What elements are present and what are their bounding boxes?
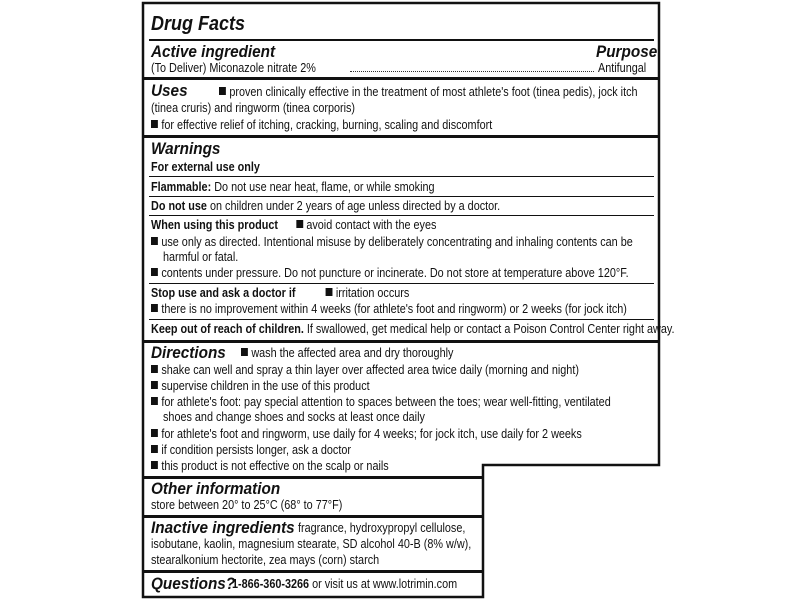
directions-item-5-text: for athlete's foot and ringworm, use daily for 4 weeks; for jock itch, use daily for 2 weeks — [161, 427, 582, 441]
when-using-item-1: avoid contact with the eyes — [306, 218, 437, 232]
bullet-icon — [151, 304, 158, 312]
bullet-icon — [151, 461, 158, 469]
bullet-icon — [151, 120, 158, 128]
divider — [149, 283, 654, 284]
divider — [149, 215, 654, 216]
purpose-text: Antifungal — [598, 61, 647, 75]
uses-item-1-text: proven clinically effective in the treatment of most athlete's foot (tinea pedis), jock itch — [229, 85, 638, 99]
stop-use-line — [151, 286, 409, 300]
when-using-item-3 — [151, 266, 629, 280]
uses-item-2-text: for effective relief of itching, cracking, burning, scaling and discomfort — [161, 118, 493, 132]
inactive-ingredients-line-1: fragrance, hydroxypropyl cellulose, — [298, 521, 466, 535]
drug-facts-title: Drug Facts — [151, 13, 246, 35]
directions-item-4-text: for athlete's foot: pay special attention to spaces between the toes; wear well-fitting, ventilated — [161, 395, 611, 409]
inactive-ingredients-line-3: stearalkonium hectorite, zea mays (corn) starch — [151, 553, 380, 567]
bullet-icon — [241, 348, 248, 356]
stop-use-item-2 — [151, 302, 627, 316]
bullet-icon — [151, 237, 158, 245]
questions-line — [232, 577, 457, 591]
bullet-icon — [151, 365, 158, 373]
bullet-icon — [326, 288, 333, 296]
uses-item-2 — [151, 118, 492, 132]
directions-item-1-text: wash the affected area and dry thoroughly — [251, 346, 454, 360]
section-rule — [143, 135, 659, 138]
inactive-ingredients-line-2: isobutane, kaolin, magnesium stearate, SD alcohol 40-B (8% w/w), — [151, 537, 472, 551]
directions-item-6 — [151, 443, 351, 457]
divider — [149, 196, 654, 197]
bullet-icon — [151, 268, 158, 276]
bullet-icon — [219, 87, 226, 95]
directions-item-2 — [151, 363, 579, 377]
flammable-text: Do not use near heat, flame, or while smoking — [214, 180, 435, 194]
when-using-item-2-text: use only as directed. Intentional misuse by deliberately concentrating and inhaling contents can be — [161, 235, 633, 249]
uses-item-1 — [219, 85, 638, 99]
when-using-item-2 — [151, 235, 633, 249]
directions-item-4-cont: shoes and change shoes and socks at least once daily — [163, 410, 425, 424]
when-using-label: When using this product — [151, 218, 278, 232]
other-info-text: store between 20° to 25°C (68° to 77°F) — [151, 498, 343, 512]
inactive-ingredients-heading: Inactive ingredients — [151, 518, 295, 537]
bullet-icon — [151, 445, 158, 453]
stop-use-item-1: irritation occurs — [335, 286, 410, 300]
stop-use-label: Stop use and ask a doctor if — [151, 286, 296, 300]
other-info-heading: Other information — [151, 479, 281, 498]
questions-heading: Questions? — [151, 574, 236, 593]
warnings-heading: Warnings — [151, 139, 221, 158]
bullet-icon — [151, 397, 158, 405]
directions-item-7 — [151, 459, 389, 473]
directions-item-2-text: shake can well and spray a thin layer over affected area twice daily (morning and night) — [161, 363, 579, 377]
when-using-item-3-text: contents under pressure. Do not puncture or incinerate. Do not store at temperature above 120°F. — [161, 266, 629, 280]
directions-item-7-text: this product is not effective on the scalp or nails — [161, 459, 389, 473]
purpose-heading: Purpose — [596, 42, 658, 61]
leader-dots — [350, 71, 594, 72]
do-not-use-label: Do not use — [151, 199, 207, 213]
active-ingredient-text: (To Deliver) Miconazole nitrate 2% — [151, 61, 316, 75]
questions-phone: 1-866-360-3266 — [232, 577, 310, 591]
directions-item-3 — [151, 379, 370, 393]
keep-out-warning — [151, 322, 674, 336]
directions-item-1 — [241, 346, 453, 360]
keep-out-text: If swallowed, get medical help or contact a Poison Control Center right away. — [306, 322, 675, 336]
directions-item-3-text: supervise children in the use of this product — [161, 379, 370, 393]
active-ingredient-heading: Active ingredient — [151, 42, 276, 61]
bullet-icon — [151, 381, 158, 389]
divider — [149, 176, 654, 177]
divider — [149, 319, 654, 320]
flammable-label: Flammable: — [151, 180, 212, 194]
do-not-use-warning — [151, 199, 500, 213]
when-using-line — [151, 218, 436, 232]
when-using-item-2-cont: harmful or fatal. — [163, 250, 239, 264]
directions-item-5 — [151, 427, 582, 441]
section-rule — [143, 570, 483, 573]
section-rule — [143, 77, 659, 80]
bullet-icon — [296, 220, 303, 228]
stop-use-item-2-text: there is no improvement within 4 weeks (for athlete's foot and ringworm) or 2 weeks (for jock itch) — [161, 302, 627, 316]
uses-item-1-cont: (tinea cruris) and ringworm (tinea corporis) — [151, 101, 356, 115]
bullet-icon — [151, 429, 158, 437]
directions-item-4 — [151, 395, 611, 409]
directions-heading: Directions — [151, 343, 226, 362]
uses-heading: Uses — [151, 81, 188, 100]
keep-out-label: Keep out of reach of children. — [151, 322, 304, 336]
questions-text: or visit us at www.lotrimin.com — [312, 577, 458, 591]
do-not-use-text: on children under 2 years of age unless directed by a doctor. — [209, 199, 501, 213]
divider — [149, 39, 654, 41]
directions-item-6-text: if condition persists longer, ask a doctor — [161, 443, 351, 457]
external-use-text: For external use only — [151, 160, 260, 174]
flammable-warning — [151, 180, 435, 194]
